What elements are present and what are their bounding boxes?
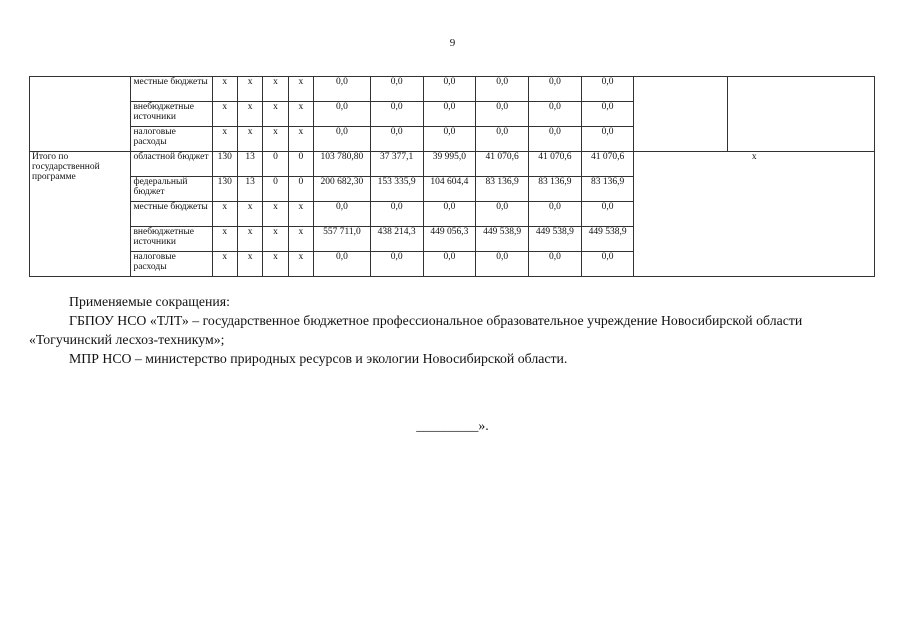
code-cell: 13 xyxy=(237,152,262,177)
value-cell: 0,0 xyxy=(423,102,476,127)
source-cell: налоговые расходы xyxy=(131,252,212,277)
value-cell: 83 136,9 xyxy=(581,177,634,202)
value-cell: 0,0 xyxy=(370,77,423,102)
value-cell: 200 682,30 xyxy=(314,177,371,202)
code-cell: x xyxy=(288,77,313,102)
value-cell: 0,0 xyxy=(581,202,634,227)
code-cell: x xyxy=(237,102,262,127)
code-cell: x xyxy=(288,252,313,277)
value-cell: 103 780,80 xyxy=(314,152,371,177)
code-cell: x xyxy=(288,227,313,252)
code-cell: x xyxy=(288,202,313,227)
code-cell: x xyxy=(263,77,288,102)
code-cell: x xyxy=(212,77,237,102)
value-cell: 449 538,9 xyxy=(476,227,529,252)
value-cell: 0,0 xyxy=(370,252,423,277)
source-cell: местные бюджеты xyxy=(131,202,212,227)
code-cell: 130 xyxy=(212,152,237,177)
value-cell: 0,0 xyxy=(370,127,423,152)
value-cell: 41 070,6 xyxy=(476,152,529,177)
total-label: Итого по государственной программе xyxy=(30,152,131,277)
value-cell: 0,0 xyxy=(529,252,582,277)
total-mark: х xyxy=(634,152,875,277)
value-cell: 557 711,0 xyxy=(314,227,371,252)
code-cell: x xyxy=(288,102,313,127)
code-cell: 0 xyxy=(263,152,288,177)
abbreviations-section xyxy=(29,292,877,368)
table-row xyxy=(30,152,875,177)
value-cell: 41 070,6 xyxy=(529,152,582,177)
code-cell: x xyxy=(263,252,288,277)
value-cell: 449 538,9 xyxy=(581,227,634,252)
value-cell: 0,0 xyxy=(476,102,529,127)
value-cell: 83 136,9 xyxy=(529,177,582,202)
value-cell: 0,0 xyxy=(314,102,371,127)
value-cell: 153 335,9 xyxy=(370,177,423,202)
value-cell: 0,0 xyxy=(476,252,529,277)
code-cell: x xyxy=(237,127,262,152)
value-cell: 0,0 xyxy=(423,77,476,102)
value-cell: 0,0 xyxy=(314,202,371,227)
value-cell: 0,0 xyxy=(476,77,529,102)
abbreviation-item: ГБПОУ НСО «ТЛТ» – государственное бюджетное профессиональное образовательное учреждение Новосибирской области «Тогучинский лесхоз-техникум»; xyxy=(29,313,803,347)
code-cell: x xyxy=(212,127,237,152)
value-cell: 449 538,9 xyxy=(529,227,582,252)
code-cell: x xyxy=(263,127,288,152)
source-cell: внебюджетные источники xyxy=(131,227,212,252)
code-cell: x xyxy=(237,202,262,227)
page-number: 9 xyxy=(449,37,456,49)
empty-cell xyxy=(727,77,874,152)
value-cell: 0,0 xyxy=(423,202,476,227)
value-cell: 0,0 xyxy=(370,102,423,127)
value-cell: 0,0 xyxy=(581,77,634,102)
value-cell: 0,0 xyxy=(529,202,582,227)
value-cell: 0,0 xyxy=(529,102,582,127)
code-cell: 130 xyxy=(212,177,237,202)
code-cell: x xyxy=(288,127,313,152)
code-cell: 13 xyxy=(237,177,262,202)
value-cell: 41 070,6 xyxy=(581,152,634,177)
empty-cell xyxy=(30,77,131,152)
value-cell: 0,0 xyxy=(423,252,476,277)
source-cell: налоговые расходы xyxy=(131,127,212,152)
abbreviation-item: МПР НСО – министерство природных ресурсов и экологии Новосибирской области. xyxy=(69,351,568,366)
code-cell: x xyxy=(212,252,237,277)
abbreviations-heading: Применяемые сокращения: xyxy=(69,294,230,309)
code-cell: x xyxy=(237,227,262,252)
source-cell: внебюджетные источники xyxy=(131,102,212,127)
code-cell: x xyxy=(263,202,288,227)
value-cell: 0,0 xyxy=(581,252,634,277)
value-cell: 449 056,3 xyxy=(423,227,476,252)
value-cell: 83 136,9 xyxy=(476,177,529,202)
value-cell: 39 995,0 xyxy=(423,152,476,177)
value-cell: 0,0 xyxy=(423,127,476,152)
source-cell: местные бюджеты xyxy=(131,77,212,102)
value-cell: 0,0 xyxy=(581,127,634,152)
value-cell: 0,0 xyxy=(529,77,582,102)
code-cell: x xyxy=(212,202,237,227)
value-cell: 0,0 xyxy=(476,127,529,152)
code-cell: x xyxy=(237,252,262,277)
value-cell: 0,0 xyxy=(529,127,582,152)
closing-line: _________». xyxy=(416,418,489,433)
empty-cell xyxy=(634,77,727,152)
budget-table xyxy=(29,76,875,277)
value-cell: 0,0 xyxy=(476,202,529,227)
code-cell: 0 xyxy=(288,177,313,202)
value-cell: 0,0 xyxy=(581,102,634,127)
table-row xyxy=(30,77,875,102)
code-cell: x xyxy=(263,227,288,252)
value-cell: 37 377,1 xyxy=(370,152,423,177)
value-cell: 0,0 xyxy=(314,77,371,102)
code-cell: 0 xyxy=(263,177,288,202)
code-cell: 0 xyxy=(288,152,313,177)
value-cell: 438 214,3 xyxy=(370,227,423,252)
code-cell: x xyxy=(212,102,237,127)
value-cell: 0,0 xyxy=(314,252,371,277)
value-cell: 0,0 xyxy=(314,127,371,152)
code-cell: x xyxy=(212,227,237,252)
source-cell: федеральный бюджет xyxy=(131,177,212,202)
source-cell: областной бюджет xyxy=(131,152,212,177)
code-cell: x xyxy=(263,102,288,127)
value-cell: 104 604,4 xyxy=(423,177,476,202)
value-cell: 0,0 xyxy=(370,202,423,227)
code-cell: x xyxy=(237,77,262,102)
